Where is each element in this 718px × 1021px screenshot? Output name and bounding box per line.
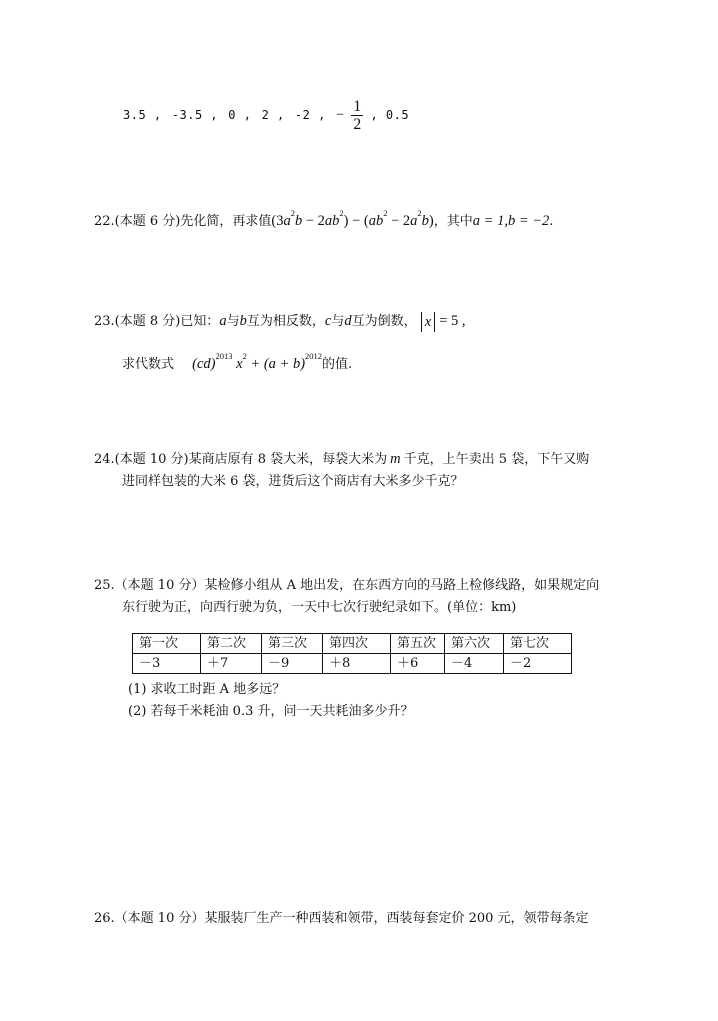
table-row (133, 654, 572, 674)
number-item: , 0.5 (370, 108, 410, 122)
table-cell: －4 (445, 654, 504, 674)
fraction-half (351, 98, 363, 133)
fraction-denominator: 2 (353, 116, 362, 133)
fraction-numerator: 1 (353, 98, 362, 115)
question-24-line1: 24.(本题 10 分)某商店原有 8 袋大米，每袋大米为 m 千克，上午卖出 5 袋，下午又购 (94, 451, 590, 467)
table-cell: ＋8 (323, 654, 391, 674)
question-23-line2 (122, 353, 352, 373)
table-header-cell: 第三次 (262, 634, 323, 654)
table-header-cell: 第五次 (391, 634, 445, 654)
table-header-cell: 第七次 (504, 634, 572, 654)
q22-condition: a = 1,b = −2 (472, 213, 550, 229)
number-item: -3.5 , (171, 108, 219, 122)
q23-suffix: 的值. (322, 357, 353, 372)
number-item: 3.5 , (123, 108, 162, 122)
q23-expression: (cd)$^{2013}$ $x^2 + (a + b)^{2012}$ (192, 351, 323, 372)
question-25-sub2: (2) 若每千米耗油 0.3 升，问一天共耗油多少升？ (128, 704, 414, 719)
numbers-line (123, 98, 409, 133)
question-23: 23.(本题 8 分)已知：a与b互为相反数，c与d互为倒数， x = 5 , (94, 313, 466, 330)
number-item: 2 , (261, 108, 285, 122)
q23-prefix: 求代数式 (122, 357, 175, 372)
number-item: -2 , (294, 108, 326, 122)
q22-expr: $(3a^2b - 2ab^2) - (ab^2 - 2a^2b)$ (271, 208, 434, 229)
table-cell: ＋7 (201, 654, 262, 674)
number-item: 0 , (228, 108, 252, 122)
table-header-cell: 第一次 (133, 634, 201, 654)
table-cell: ＋6 (391, 654, 445, 674)
table-header-cell: 第四次 (323, 634, 391, 654)
question-26-line1: 26.（本题 10 分）某服装厂生产一种西装和领带，西装每套定价 200 元，领带每条定 (94, 911, 589, 926)
q23-label: 23.(本题 8 分)已知： (94, 314, 220, 329)
q22-where: ，其中 (433, 214, 473, 229)
question-25-line2: 东行驶为正，向西行驶为负，一天中七次行驶纪录如下。(单位：km) (122, 600, 517, 615)
table-cell: －9 (262, 654, 323, 674)
minus-sign: − (335, 107, 345, 123)
driving-record-table (132, 633, 572, 674)
question-22: 22.(本题 6 分)先化简，再求值$(3a^2b - 2ab^2) - (ab^2 - 2a^2b)$，其中a = 1,b = −2. (94, 208, 554, 229)
table-header-cell: 第六次 (445, 634, 504, 654)
table-header-cell: 第二次 (201, 634, 262, 654)
absolute-value-x: x (421, 312, 435, 332)
table-cell: －3 (133, 654, 201, 674)
question-25-line1: 25.（本题 10 分）某检修小组从 A 地出发，在东西方向的马路上检修线路，如果规定向 (94, 578, 600, 593)
question-24-line2: 进同样包装的大米 6 袋，进货后这个商店有大米多少千克？ (122, 474, 464, 489)
table-header-row (133, 634, 572, 654)
table-cell: －2 (504, 654, 572, 674)
q22-label: 22.(本题 6 分)先化简，再求值 (94, 214, 272, 229)
question-25-sub1: (1) 求收工时距 A 地多远？ (128, 682, 286, 697)
